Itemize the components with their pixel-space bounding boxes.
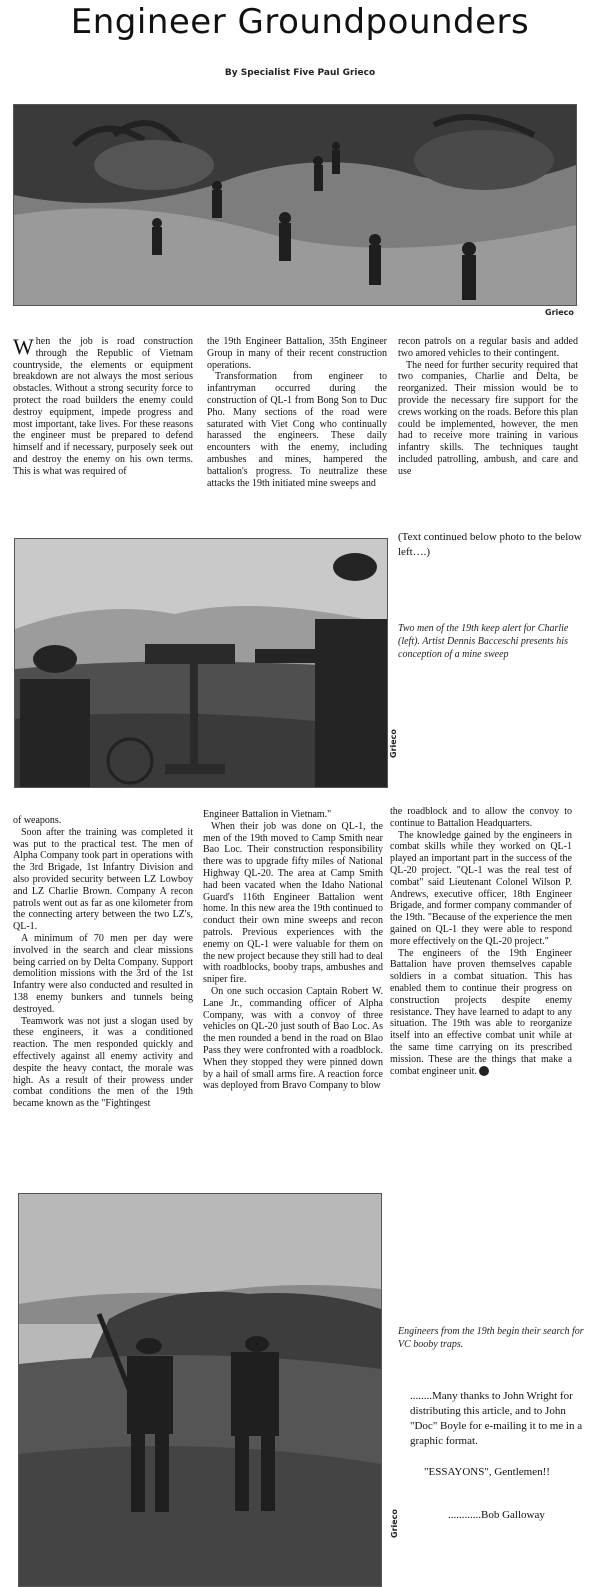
drop-cap: W — [13, 336, 34, 359]
section1-col2-paragraph-2: Transformation from engineer to infantryman occurred during the construction of QL-1 from Bong Son to Duc Pho. Many sections of the road were saturated with Viet Cong who continually harassed the engineers. These daily encounters with the enemy, including ambushes and mines, hampered the battalion's progress. To neutralize these attacks the 19th initiated mine sweeps and — [207, 371, 387, 489]
middle-photo-caption: Two men of the 19th keep alert for Charlie (left). Artist Dennis Bacceschi presents his conception of a mine sweep — [398, 623, 569, 660]
section2-col2-paragraph-3: On one such occasion Captain Robert W. Lane Jr., commanding officer of Alpha Company, was with a convoy of three vehicles on QL-20 just south of Bao Loc. As the men rounded a bend in the road on Blao Pass they were confronted with a roadblock. When they stopped they were pinned down by a hail of small arms fire. A reaction force was deployed from Bravo Company to blow — [203, 985, 383, 1092]
section2-col3-paragraph-2: The knowledge gained by the engineers in combat skills while they worked on QL-1 played an important part in the success of the QL-20 project. "QL-1 was the real test of combat" said Lieutenant Colonel Wilson P. Andrews, executive officer, 18th Engineer Brigade, and former company commander of the 19th. "Because of the experience the men gained on QL-1 they were able to respond more effectively on the QL-20 project." — [390, 829, 572, 947]
middle-photo-credit: Grieco — [389, 729, 398, 758]
section2-col1-paragraph-2: Soon after the training was completed it was put to the practical test. The men of Alpha Company took part in operations with the 3rd Brigade, 1st Infantry Division and also provided security between LZ Lowboy and LZ Charlie Brown. Company A recon patrols went out as far as one kilometer from the connecting artery between the two LZ's, QL-1. — [13, 826, 193, 933]
section1-col2-paragraph-1: the 19th Engineer Battalion, 35th Engineer Group in many of their recent construction operations. — [207, 336, 387, 371]
section1-col3-paragraph-1: recon patrols on a regular basis and added two amored vehicles to their contingent. — [398, 336, 578, 359]
section2-column-2 — [203, 809, 383, 1179]
section2-col3-paragraph-1: the roadblock and to allow the convoy to continue to Battalion Headquarters. — [390, 806, 572, 829]
section1-column-3 — [398, 336, 578, 526]
section2-col1-paragraph-1: of weapons. — [13, 815, 62, 826]
section1-col1-text: hen the job is road construction through the Republic of Vietnam countryside, the elements or equipment breakdown are not always the most serious obstacles. Without a strong security force to protect the road builders the enemy could destroy equipment, impede progress and most important, take lives. For these reasons the engineer must be prepared to defend himself and if necessary, purposely seek out and destroy the enemy on his own terms. This is what was required of — [13, 336, 193, 477]
section2-column-3 — [390, 806, 572, 1176]
section2-col2-paragraph-2: When their job was done on QL-1, the men of the 19th moved to Camp Smith near Bao Loc. Their construction responsibility there was to upgrade fifty miles of National Highway QL-20. The area at Camp Smith had been vacated when the Idaho National Guard's 116th Engineer Battalion went home. In this new area the 19th continued to conduct their own mine sweeps and recon patrols. Previous experiences with the enemy on QL-1 were valuable for them on the new project because they still had to deal with roadblocks, booby traps, ambushes and sniper fire. — [203, 820, 383, 986]
top-photo-credit: Grieco — [545, 308, 574, 317]
bottom-photo-engineers-search — [18, 1193, 382, 1587]
article-title: Engineer Groundpounders — [70, 2, 530, 42]
section1-col3-paragraph-2: The need for further security required that two companies, Charlie and Delta, be reorganized. Their mission would be to provide the necessary fire support for the crews working on the roads. Before this plan could be implemented, however, the men had to receive more training in various infantry skills. The techniques taught included patrolling, ambush, and care and use — [398, 359, 578, 477]
top-photo-soldiers-in-jungle — [13, 104, 577, 306]
essayons-line: "ESSAYONS", Gentlemen!! — [424, 1466, 550, 1478]
section2-col3-paragraph-3: The engineers of the 19th Engineer Battalion have proven themselves capable soldiers in a combat situation. This has enabled them to continue their progress on construction projects despite enemy resistance. They have learned to adapt to any situation. The 19th was able to reorganize itself into an effective combat unit while at the same time carrying on its prescribed mission. These are the things that make a combat engineer unit. — [390, 947, 572, 1077]
section1-column-2 — [207, 336, 387, 526]
section2-col1-paragraph-4: Teamwork was not just a slogan used by these engineers, it was a conditioned reaction. The men responded quickly and effectively against all enemy activity and despite the heavy contact, the morale was high. As a result of their prowess under combat conditions the men of the 19th became known as the "Fightingest — [13, 1015, 193, 1110]
end-mark-icon — [479, 1066, 489, 1076]
section2-col2-paragraph-1: Engineer Battalion in Vietnam." — [203, 809, 332, 820]
middle-photo-soldiers-machine-gun — [14, 538, 388, 788]
bottom-photo-credit: Grieco — [390, 1509, 399, 1538]
signature-line: ............Bob Galloway — [448, 1509, 545, 1521]
machine-gun-scene-image — [15, 539, 387, 787]
section1-column-1 — [13, 336, 193, 526]
section2-col1-paragraph-3: A minimum of 70 men per day were involved in the search and clear missions being carried on by Delta Company. Support demolition missions with the 3rd of the 1st Infantry were also conducted and resulted in 138 enemy bunkers and tunnels being destroyed. — [13, 932, 193, 1015]
continued-note: (Text continued below photo to the below left….) — [398, 531, 582, 558]
engineers-walking-image — [19, 1194, 381, 1586]
section2-column-1 — [13, 815, 193, 1179]
bottom-photo-caption: Engineers from the 19th begin their search for VC booby traps. — [398, 1326, 584, 1350]
byline: By Specialist Five Paul Grieco — [224, 68, 376, 78]
thanks-note: ........Many thanks to John Wright for distributing this article, and to John "Doc" Boyle for e-mailing it to me in a graphic format. — [410, 1390, 583, 1447]
jungle-scene-image — [14, 105, 576, 305]
